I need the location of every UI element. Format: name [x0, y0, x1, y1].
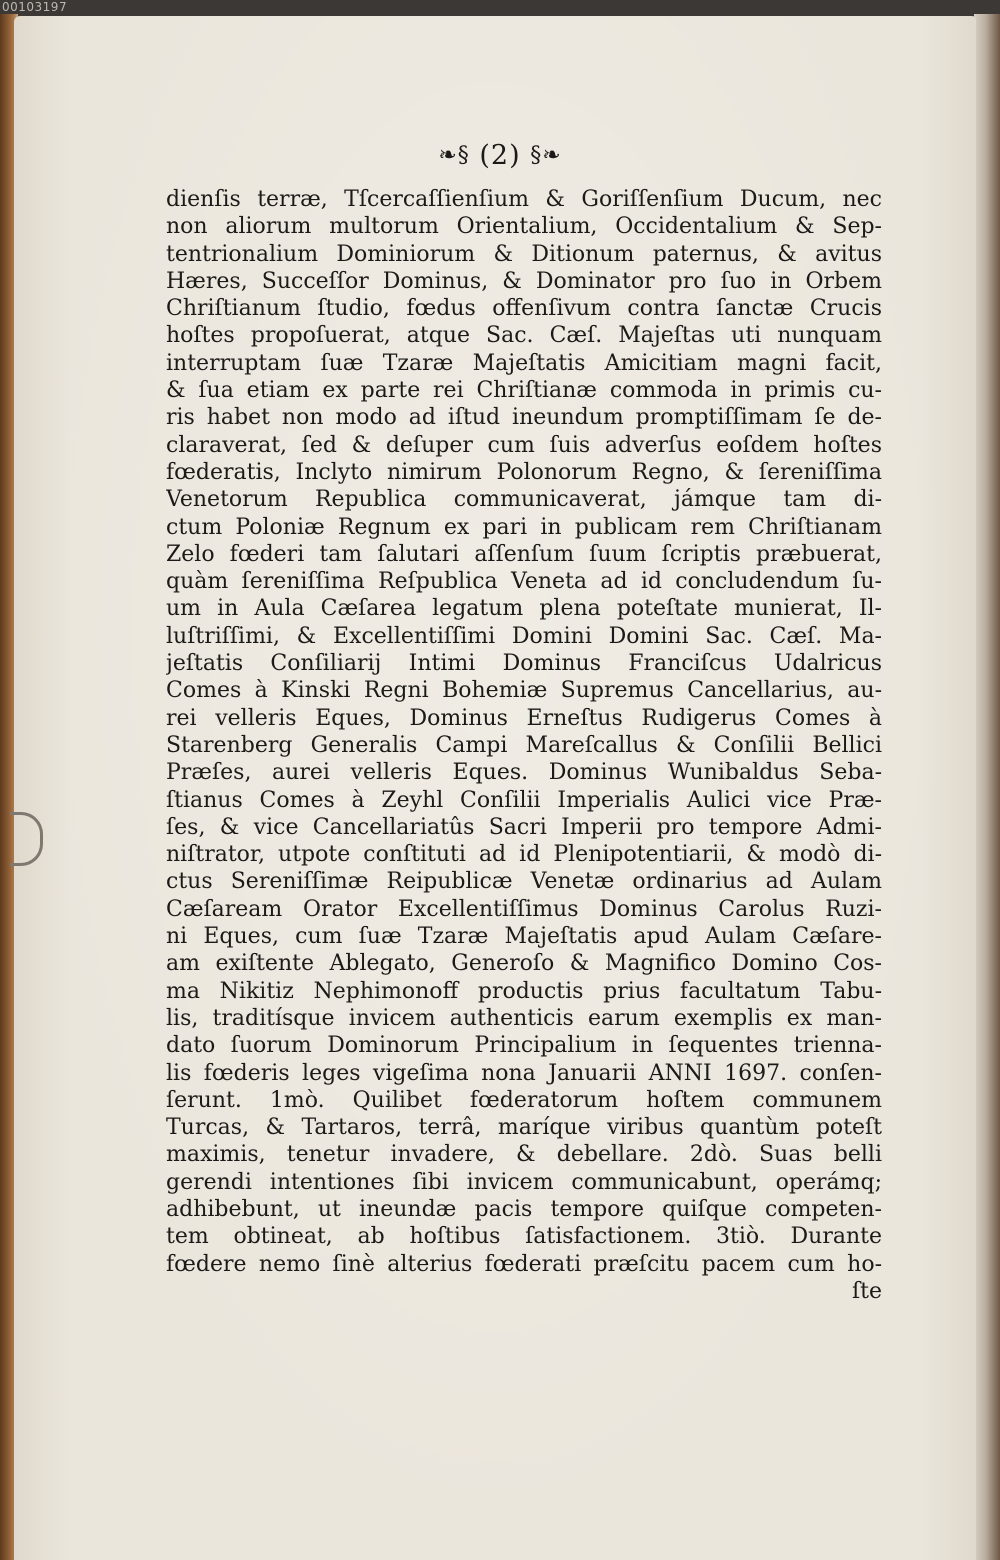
text-line: interruptam ſuæ Tzaræ Majeſtatis Amicitiam magni facit, [166, 350, 882, 376]
text-line: fœdere nemo ſinè alterius fœderati præſcitu pacem cum ho- [166, 1251, 882, 1277]
text-line: niſtrator, utpote conſtituti ad id Plenipotentiarii, & modò di- [166, 842, 882, 868]
text-line: adhibebunt, ut ineundæ pacis tempore quiſque competen- [166, 1196, 882, 1222]
text-line: am exiſtente Ablegato, Generoſo & Magnifico Domino Cos- [166, 951, 882, 977]
catchword: ſte [851, 1278, 882, 1304]
page-edge [974, 14, 1000, 1560]
body-text [166, 186, 882, 1305]
text-line: tentrionalium Dominiorum & Ditionum paternus, & avitus [166, 241, 882, 267]
text-line: lis, traditísque invicem authenticis earum exemplis ex man- [166, 1005, 882, 1031]
text-line: Chriſtianum ſtudio, fœdus offenſivum contra ſanctæ Crucis [166, 296, 882, 322]
text-line: ris habet non modo ad iſtud ineundum promptiſſimam ſe de- [166, 405, 882, 431]
text-line: Cæſaream Orator Excellentiſſimus Dominus Carolus Ruzi- [166, 896, 882, 922]
text-line: luſtriſſimi, & Excellentiſſimi Domini Domini Sac. Cæſ. Ma- [166, 623, 882, 649]
text-line: Zelo fœderi tam ſalutari aſſenſum ſuum ſcriptis præbuerat, [166, 541, 882, 567]
text-line: ni Eques, cum ſuæ Tzaræ Majeſtatis apud Aulam Cæſare- [166, 924, 882, 950]
text-line: dienſis terræ, Tſcercaſſienſium & Goriſſenſium Ducum, nec [166, 187, 882, 212]
ornament-left-icon: ❧§ [438, 143, 470, 168]
text-line: Starenberg Generalis Campi Mareſcallus & Conſilii Bellici [166, 732, 882, 758]
text-line: Præſes, aurei velleris Eques. Dominus Wunibaldus Seba- [166, 760, 882, 786]
text-line: ſes, & vice Cancellariatûs Sacri Imperii pro tempore Admi- [166, 814, 882, 840]
page-number: (2) [479, 140, 521, 171]
text-line: claraverat, ſed & deſuper cum ſuis adverſus eoſdem hoſtes [166, 432, 882, 458]
ornament-right-icon: §❧ [530, 143, 562, 168]
text-line: ſtianus Comes à Zeyhl Conſilii Imperialis Aulici vice Præ- [166, 787, 882, 813]
text-line: ma Nikitiz Nephimonoff productis prius facultatum Tabu- [166, 978, 882, 1004]
scan-id-label: 00103197 [2, 0, 68, 14]
text-line: gerendi intentiones ſibi invicem communicabunt, operámq; [166, 1169, 882, 1195]
text-line: & ſua etiam ex parte rei Chriſtianæ commoda in primis cu- [166, 378, 882, 404]
text-line: ſerunt. 1mò. Quilibet fœderatorum hoſtem communem [166, 1087, 882, 1113]
text-line: um in Aula Cæſarea legatum plena poteſtate munierat, Il- [166, 596, 882, 622]
text-line: lis fœderis leges vigeſima nona Januarii ANNI 1697. conſen- [166, 1060, 882, 1086]
text-line: tem obtineat, ab hoſtibus ſatisfactionem. 3tiò. Durante [166, 1224, 882, 1250]
text-line: fœderatis, Inclyto nimirum Polonorum Regno, & ſereniſſima [166, 459, 882, 485]
text-line: dato ſuorum Dominorum Principalium in ſequentes trienna- [166, 1033, 882, 1059]
text-line: ctum Poloniæ Regnum ex pari in publicam rem Chriſtianam [166, 514, 882, 540]
paper-clip [10, 812, 43, 866]
page-header [0, 140, 1000, 171]
text-line: Hæres, Succeſſor Dominus, & Dominator pro ſuo in Orbem [166, 268, 882, 294]
text-line: maximis, tenetur invadere, & debellare. 2dò. Suas belli [166, 1142, 882, 1168]
text-line: quàm ſereniſſima Reſpublica Veneta ad id concludendum ſu- [166, 569, 882, 595]
text-line: Comes à Kinski Regni Bohemiæ Supremus Cancellarius, au- [166, 678, 882, 704]
text-line: jeſtatis Conſiliarij Intimi Dominus Franciſcus Udalricus [166, 651, 882, 677]
text-line: rei velleris Eques, Dominus Erneſtus Rudigerus Comes à [166, 705, 882, 731]
text-line: Turcas, & Tartaros, terrâ, maríque viribus quantùm poteſt [166, 1115, 882, 1141]
text-line: Venetorum Republica communicaverat, jámque tam di- [166, 487, 882, 513]
text-line: non aliorum multorum Orientalium, Occidentalium & Sep- [166, 214, 882, 240]
text-line: hoſtes propoſuerat, atque Sac. Cæſ. Majeſtas uti nunquam [166, 323, 882, 349]
text-line: ctus Sereniſſimæ Reipublicæ Venetæ ordinarius ad Aulam [166, 869, 882, 895]
